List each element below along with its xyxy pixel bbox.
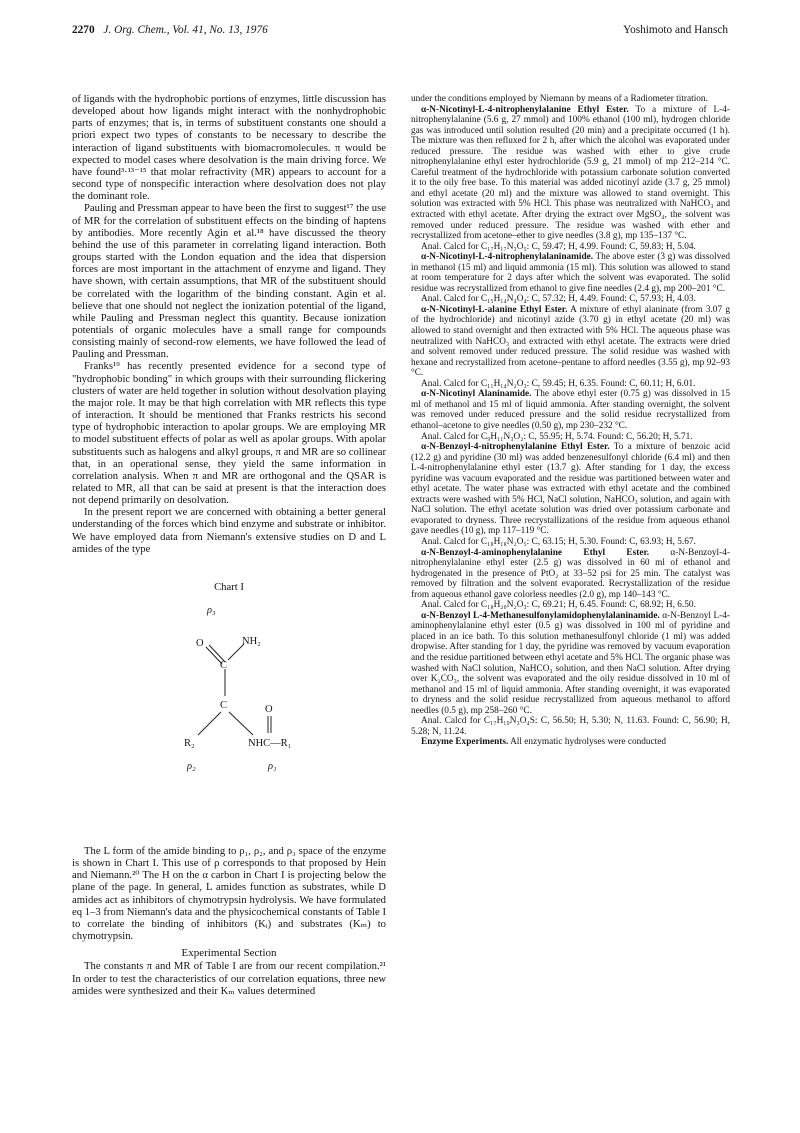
procedure-text: All enzymatic hydrolyses were conducted	[508, 737, 667, 748]
procedure-entry	[411, 442, 730, 537]
rho2-label: ρ₂	[187, 760, 196, 772]
paragraph: The constants π and MR of Table I are from our recent compilation.²¹ In order to test the characteristics of our correlation equations, three new amides were synthesized and their Kₘ values determined	[72, 961, 386, 997]
compound-title: α-N-Nicotinyl Alaninamide.	[421, 389, 532, 400]
procedure-entry	[411, 252, 730, 294]
page-number: 2270	[72, 24, 95, 36]
analysis-line: Anal. Calcd for C₁₅H₁₄N₄O₄: C, 57.32; H, 4.49. Found: C, 57.93; H, 4.03.	[421, 294, 696, 305]
running-header	[72, 22, 728, 38]
paragraph: of ligands with the hydrophobic portions of enzymes, little discussion has developed about how ligands might interact with the nonhydrophobic parts of enzymes; that is, in terms of substituent constants one should a priori expect two types of constants to be necessary to describe the interaction of ligand substituents with biomacromolecules. π would be expected to model cases where desolvation is the main driving force. We have found³·¹³⁻¹⁵ that molar refractivity (MR) appears to account for a second type of nonspecific interaction where desolvation does not play the dominant role.	[72, 94, 386, 203]
procedure-entry	[411, 611, 730, 716]
analysis-line: Anal. Calcd for C₁₁H₁₄N₂O₃: C, 59.45; H, 6.35. Found: C, 60.11; H, 6.01.	[421, 378, 696, 389]
alpha-c: C	[220, 699, 228, 711]
procedure-text: To a mixture of L-4-nitrophenylalanine (5.6 g, 27 mmol) and 100% ethanol (100 ml), hydrogen chloride gas was introduced until solution resulted (20 min) and a precipitate occurred (1 h). The mixture was then refluxed for 2 h, after which the alcohol was evaporated under reduced pressure. The residue was washed with ether to give crude nitrophenylalanine ethyl ester hydrochloride (5.9 g, 21 mmol) of mp 212–214 °C. Careful treatment of the hydrochloride with potassium carbonate solution converted it to the oily free base. To this material was added nicotinyl azide (3.7 g, 25 mmol) and ethyl acetate (20 ml) and the mixture was allowed to stand overnight. This solution was extracted with 5% HCl. This phase was neutralized with NaHCO₃ and extracted with ethyl acetate. After drying the extract over MgSO₄, the solvent was removed under reduced pressure. The residue was washed with ether and recrystallized from acetone–ether to give needles (3.8 g), mp 135–137 °C.	[411, 104, 730, 242]
section-title: Experimental Section	[181, 947, 277, 960]
analysis-line: Anal. Calcd for C₁₇H₁₉N₃O₄S: C, 56.50; H, 5.30; N, 11.63. Found: C, 56.90; H, 5.28; N, 11.24.	[411, 716, 730, 737]
bond-c-r2	[198, 712, 221, 735]
procedure-text: To a mixture of benzoic acid (12.2 g) and pyridine (30 ml) was added benzenesulfonyl chloride (6.4 ml) and then L-4-nitrophenylalanine ethyl ester (13.7 g). After standing for 1 day, the excess pyridine was vacuum evaporated and the residue was partitioned between water and ethyl acetate. The water phase was extracted with ethyl acetate and the combined extracts were washed with 5% HCl, NaCl solution, NaHCO₃ solution, and again with NaCl solution. The ethyl acetate solution was dried over potassium carbonate and evaporated to dryness. Three recrystallizations of the residue from aqueous ethanol gave needles (10 g), mp 117–119 °C.	[411, 442, 730, 537]
compound-title: Enzyme Experiments.	[421, 737, 509, 748]
journal-citation: J. Org. Chem., Vol. 41, No. 13, 1976	[103, 24, 268, 36]
amide-o: O	[265, 703, 273, 715]
rho3-label: ρ₃	[207, 604, 216, 616]
compound-title: α-N-Benzoyl-4-aminophenylalanine Ethyl Ester.	[421, 547, 650, 558]
left-column	[72, 94, 386, 998]
header-left	[72, 22, 268, 38]
procedure-entry	[411, 548, 730, 601]
paragraph: The L form of the amide binding to ρ₁, ρ₂, and ρ₃ space of the enzyme is shown in Chart I. This use of ρ corresponds to that proposed by Hein and Niemann.²⁰ The H on the α carbon in Chart I is projecting below the plane of the page. In general, L amides function as substrates, while D amides act as inhibitors of chymotrypsin hydrolysis. We have formulated eq 1–3 from Niemann's data and the physicochemical constants of Table I to correlate the binding of inhibitors (Kᵢ) and substrates (Kₘ) to chymotrypsin.	[72, 845, 386, 943]
nhc-r1-group: NHC—R₁	[248, 737, 292, 749]
rho1-label: ρ₁	[268, 760, 277, 772]
procedure-text: α-N-Benzoyl L-4-aminophenylalanine ethyl ester (0.5 g) was dissolved in 100 ml of pyridine and placed in an ice bath. To this solution methanesulfonyl chloride (1 ml) was added dropwise. After standing for 1 day, the pyridine was removed by vacuum evaporation and the residue partitioned between ethyl acetate and 5% HCl. The organic phase was washed with NaCl solution, NaHCO₃ solution, and then NaCl solution. After drying over K₂CO₃, the solvent was evaporated and the oily residue dissolved in 10 ml of methanol and 15 ml of liquid ammonia. After standing overnight, it was evaporated to dryness and the solid residue recrystallized from aqueous methanol to afford needles (0.5 g), mp 258–260 °C.	[411, 610, 730, 716]
compound-title: α-N-Nicotinyl-L-alanine Ethyl Ester.	[421, 304, 568, 315]
compound-title: α-N-Nicotinyl-L-4-nitrophenylalanine Ethyl Ester.	[421, 104, 629, 115]
procedure-text: The above ethyl ester (0.75 g) was dissolved in 15 ml of methanol and 15 ml of liquid ammonia. After standing overnight, the solvent was removed under reduced pressure and the solid residue recrystallized from ethanol–acetone to give needles (0.50 g), mp 230–232 °C.	[411, 389, 730, 431]
analysis-line: Anal. Calcd for C₁₈H₂₀N₂O₃: C, 69.21; H, 6.45. Found: C, 68.92; H, 6.50.	[421, 600, 696, 611]
procedure-entry	[411, 305, 730, 379]
analysis-line: Anal. Calcd for C₉H₁₁N₃O₂: C, 55.95; H, 5.74. Found: C, 56.20; H, 5.71.	[421, 431, 693, 442]
analysis-line: Anal. Calcd for C₁₇H₁₇N₃O₅: C, 59.47; H, 4.99. Found: C, 59.83; H, 5.04.	[421, 241, 696, 252]
chart-i-structure	[72, 556, 386, 846]
paragraph: Pauling and Pressman appear to have been the first to suggest¹⁷ the use of MR for the correlation of substituent effects on the binding of haptens by antibodies. More recently Agin et al.¹⁸ have discussed the theory behind the use of this parameter in correlating ligand interaction. Both groups started with the London equation and the idea that dispersion forces are most important in the attachment of enzyme and ligand. They have shown, with certain assumptions, that MR of the substituent should be correlated with the logarithm of the binding constant. Agin et al. believe that one should not neglect the ionization potential of the ligand, while Pauling and Pressman neglect this quantity. Because ionization potentials of organic molecules have a small range for compounds consisting mainly of second-row elements, we have followed the lead of Pauling and Pressman.	[72, 203, 386, 361]
compound-title: α-N-Benzoyl-4-nitrophenylalanine Ethyl Ester.	[421, 442, 610, 453]
o-atom: O	[196, 637, 204, 649]
paragraph: In the present report we are concerned with obtaining a better general understanding of the forces which bind enzyme and substrate or inhibitor. We have employed data from Niemann's extensive studies on D and L amides of the type	[72, 507, 386, 555]
procedure-text: α-N-Benzoyl-4-nitrophenylalanine ethyl ester (2.5 g) was dissolved in 60 ml of ethanol and hydrogenated in the presence of PtO₂ at 33–52 psi for 25 min. The catalyst was removed by filtration and the solvent evaporated. Recrystallization of the residue from aqueous ethanol gave colorless needles (2.0 g), mp 140–143 °C.	[411, 547, 730, 600]
carbonyl-c: C	[220, 659, 228, 671]
procedure-text: A mixture of ethyl alaninate (from 3.07 g of the hydrochloride) and nicotinyl azide (3.70 g) in ethyl acetate (20 ml) was allowed to stand overnight and then extracted with 5% HCl. The aqueous phase was neutralized with NaHCO₃ and extracted with ethyl acetate. The extracts were dried and solvent removed under reduced pressure. The solid residue was washed with hexane and recrystallized from acetone–pentane to afford needles (3.55 g), mp 92–93 °C.	[411, 304, 731, 379]
compound-title: α-N-Benzoyl L-4-Methanesulfonylamidophenylalaninamide.	[421, 610, 660, 621]
structure-diagram	[72, 556, 386, 846]
compound-title: α-N-Nicotinyl-L-4-nitrophenylalaninamide.	[421, 252, 594, 263]
paragraph: Franks¹⁹ has recently presented evidence for a second type of "hydrophobic bonding" in which groups with their surrounding flickering clusters of water are held together in solution without desolvation playing the major role. It may be that high correlation with MR reflects this type of interaction. It should be mentioned that Franks restricts his second type of hydrophobic interaction to apolar groups. We are employing MR to model substituent effects of polar as well as apolar groups. With apolar substituents such as halogens and alkyl groups, π and MR are so collinear that, in an operational sense, they yield the same information in correlation analysis. When π and MR are orthogonal and the QSAR is related to MR, all that can be said at present is that the interaction does not depend primarily on desolvation.	[72, 361, 386, 507]
r2-group: R₂	[184, 737, 195, 749]
chart-title: Chart I	[214, 581, 244, 593]
paragraph: under the conditions employed by Niemann by means of a Radiometer titration.	[411, 94, 708, 104]
procedure-text: The above ester (3 g) was dissolved in methanol (15 ml) and liquid ammonia (15 ml). This solution was allowed to stand at room temperature for 2 days after which the solvent was evaporated. The solid residue was recrystallized from ethanol to give fine needles (2.4 g), mp 200–201 °C.	[411, 252, 730, 294]
procedure-entry	[411, 105, 730, 242]
bond-c-nh	[229, 712, 253, 735]
procedure-entry	[411, 389, 730, 431]
right-column	[411, 94, 730, 748]
analysis-line: Anal. Calcd for C₁₈H₁₈N₂O₅: C, 63.15; H, 5.30. Found: C, 63.93; H, 5.67.	[421, 536, 696, 547]
header-authors: Yoshimoto and Hansch	[623, 24, 728, 36]
procedure-entry	[411, 737, 730, 748]
nh2-group: NH₂	[242, 635, 261, 647]
